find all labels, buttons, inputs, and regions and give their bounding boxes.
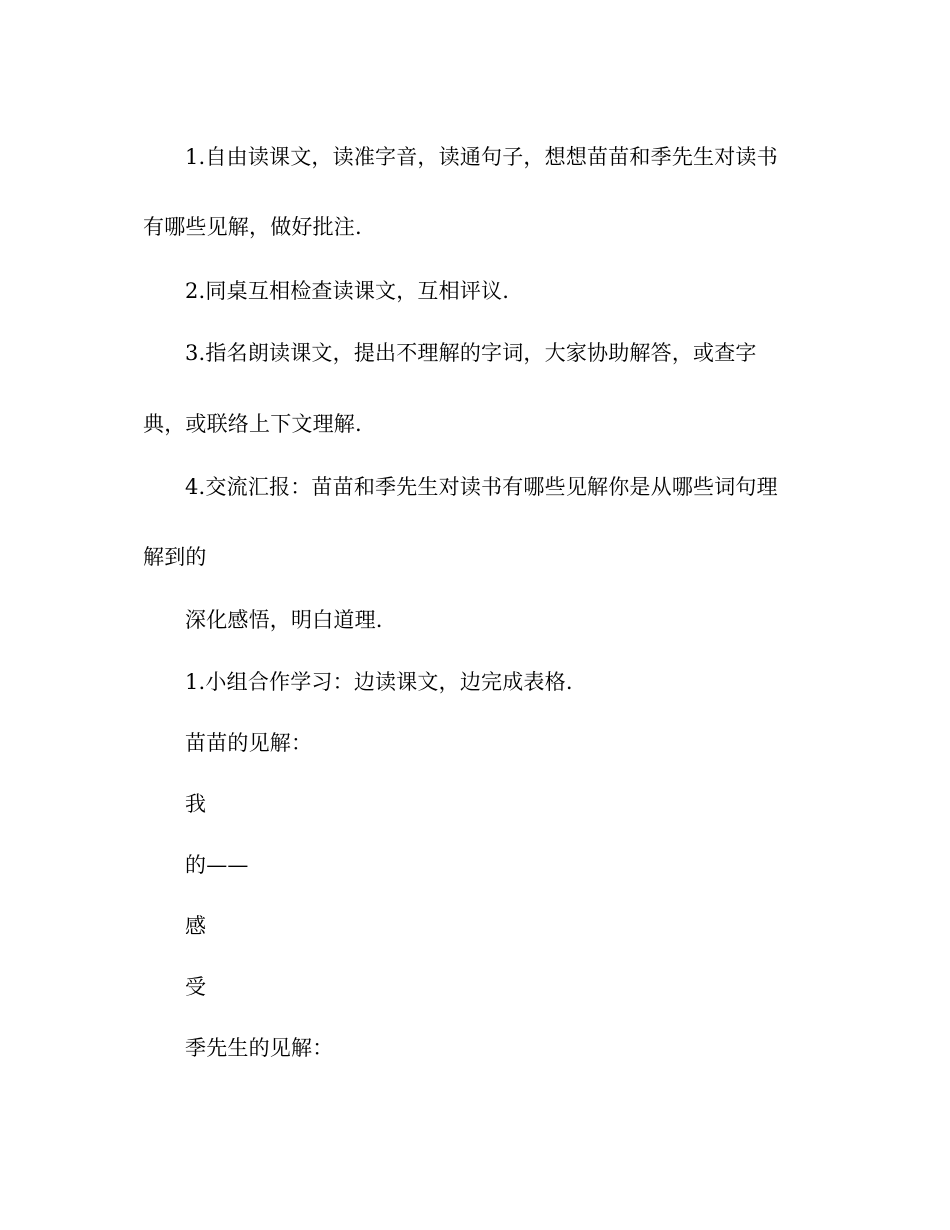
- paragraph-line-5: 典，或联络上下文理解.: [143, 412, 362, 436]
- paragraph-line-14: 受: [185, 975, 207, 999]
- paragraph-line-3: 2.同桌互相检查读课文，互相评议.: [185, 279, 510, 303]
- paragraph-line-13: 感: [185, 914, 207, 938]
- paragraph-line-15: 季先生的见解：: [185, 1036, 334, 1060]
- paragraph-line-12: 的——: [185, 853, 249, 877]
- paragraph-line-2: 有哪些见解，做好批注.: [143, 215, 362, 239]
- paragraph-line-7: 解到的: [143, 545, 207, 569]
- paragraph-line-4: 3.指名朗读课文，提出不理解的字词，大家协助解答，或查字: [185, 341, 757, 365]
- paragraph-line-9: 1.小组合作学习：边读课文，边完成表格.: [185, 670, 573, 694]
- paragraph-line-8: 深化感悟，明白道理.: [185, 608, 383, 632]
- paragraph-line-10: 苗苗的见解：: [185, 731, 313, 755]
- paragraph-line-6: 4.交流汇报：苗苗和季先生对读书有哪些见解你是从哪些词句理: [185, 475, 778, 499]
- paragraph-line-1: 1.自由读课文，读准字音，读通句子，想想苗苗和季先生对读书: [185, 145, 778, 169]
- paragraph-line-11: 我: [185, 792, 207, 816]
